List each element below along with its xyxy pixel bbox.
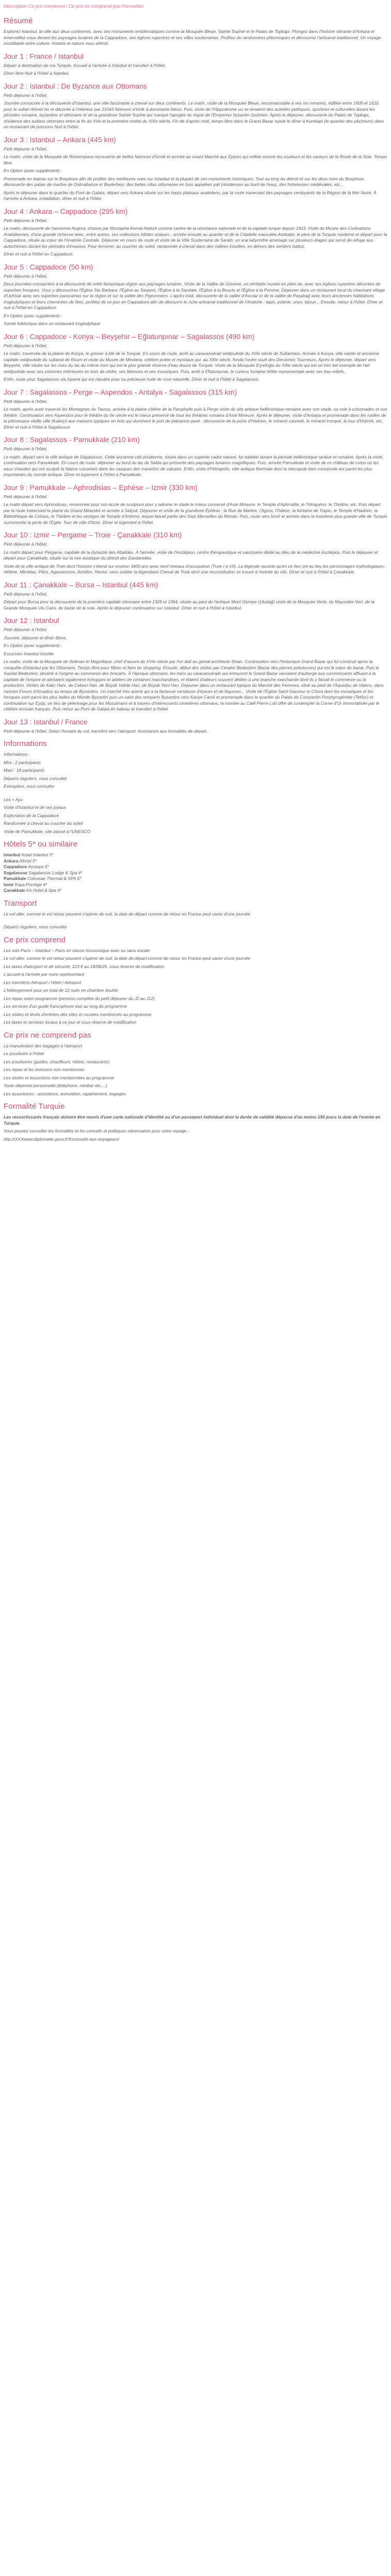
day-paragraph: Petit déjeuner à l'hôtel. [4,591,47,597]
price-includes-line: Le vol aller, comme le vol retour peuvent s'opérer de nuit, la date de départ comme de retour en France peut varier d'une journée [4,956,251,961]
day-paragraph: En Option (avec supplément) : [4,313,62,318]
top-tabs-bar[interactable]: Description Ce prix comprend / Ce prix ne comprend pas Formalités [4,4,144,9]
day-paragraph: Petit déjeuner à l'hôtel. [4,446,47,451]
resume-section [4,16,387,47]
day-paragraph: Le matin, après avoir traversé les Montagnes du Taurus, arrivée à la plaine côtière de la Pamphylie puis à Perge visite du site antique hellénistique-romaine avec son stade, sa voie à colonnades et son théâtre. Continuation vers Aspendos pour le théâtre du IIe siècle est le mieux préservé de tous les théâtres romains d'Asie Mineure. Après le déjeuner, visite d'Antalya et promenade dans les ruelles de la pittoresque vieille ville (Kaleiçi) aux maisons typiques en bois qui dominent le port de plaisance pavé ; découverte de la porte d'Hadrien, le minaret cannelé, le minaret tronqué, la tour d'Hıdırlık, etc. Dîner et nuit à l'hôtel à Sagalassos [4,406,387,430]
price-excludes-line: Les pourboires (guides, chauffeurs, hôtels, restaurants) [4,1059,110,1064]
transport-title: Transport [4,899,37,908]
informations-line: Départs réguliers, nous consulter [4,775,67,781]
day-paragraph: Petit déjeuner à l'hôtel. [4,541,47,547]
hotel-item [4,858,387,865]
informations-line: Exploration de la Cappadoce [4,812,59,818]
hotel-name: Sagalassos Lodge & Spa 4* [28,870,83,875]
price-excludes-line: Les assurances : assistance, annulation, rapatriement, bagages [4,1091,126,1096]
hotel-name: Avrasya 5* [28,864,49,869]
hotels-title: Hôtels 5* ou similaire [4,840,78,849]
price-includes-line: Les taxes d'aéroport et de sécurité, 223 € au 18/06/25, sous réserve de modification [4,963,165,969]
hotel-item [4,888,387,894]
price-excludes-line: Les visites et excursions non mentionnées au programme [4,1075,115,1080]
transport-line: Le vol aller, comme le vol retour peuvent s'opérer de nuit, la date de départ comme de retour en France peut varier d'une journée [4,911,251,917]
day-title: Jour 1 : France / Istanbul [4,52,84,60]
day-title: Jour 2 : Istanbul : De Byzance aux Ottomans [4,81,147,90]
hotel-city: Ankara [4,858,19,863]
day-section [4,483,387,526]
formalities-title: Formalité Turquie [4,1102,65,1111]
price-includes-line: L'hébergement pour un total de 12 nuits en chambre double [4,988,118,993]
informations-line: Visite de Pamukkale, site classé à l'UNESCO [4,828,91,834]
formalities-list [4,1128,387,1142]
price-excludes-list [4,1043,387,1097]
hotel-item [4,852,387,858]
informations-line [4,792,387,795]
day-paragraph: Petit déjeuner à l'hôtel. [4,92,47,98]
hotel-city: Izmir [4,882,14,887]
day-paragraph: Petit déjeuner à l'hôtel. [4,146,47,151]
day-paragraph: Le matin, visite de la Mosquée de Soliman le Magnifique, chef d'œuvre du XVIe siècle par l'on doit au génial architecte Sinan. Continuation vers l'historique Grand Bazar qui fut construit après la conquête d'Istanbul par les Ottomans. Temps libre pour flâner et faire du shopping. Ensuite, début des visites par Cevahir Bedesteni (Bazar des pierres précieuses) qui est le cœur du bazar. Puis le Sandal Bedesteni, destiné à l'origine au commerce des brocarts. À l'époque ottomane, les hans ou caravansérails qui entourent le Grand Bazar servaient d'auberge aux commerçants affluant à la capitale de l'empire et abritaient également échoppes et ateliers de certaines marchandises, et étaient d'ailleurs souvent dédiés à une branche marchande dont ils y faisait le commerce ou la production. Visites de Kalcı Hanı, de Cebeci Han, de Büyük Valide Han, de Büyük Yeni Han. Déjeuner dans un restaurant typique du Marché des Femmes, situé au pied de l'Aqueduc de Valens, dans l'ancien Forum d'Arcadius au temps de Byzantins. Un marché très animé qui a la fameuse vendeuse d'épices et de légumes... Visite de l'Église Saint-Sauveur in Chora dont les mosaïques et les fresques sont parmi les plus belles du Monde Byzantin puis un saint des remparts Byzantins vers Kariye Camii et promenade dans le quartier du Palais de Constantin Porphyrogénète (Tekfur) et continuation sur Eyüp, un lieu de pèlerinage pour les Musulmans et à travers d'intéressants cimetières ottomans, la montée au Café Pierre Loti offre de contempler la Corne d'Or immortalisée par le célèbre écrivain français. Puis retour au Pont de Galata en bateau et transfert à l'hôtel [4,659,384,711]
price-includes-line: Les taxes et services locaux à ce jour et sous réserve de modification [4,1020,137,1025]
hotel-name: Anjali Istanbul 5* [21,852,54,857]
price-includes-line: Les vols Paris – Istanbul – Paris en classe économique avec ou sans escale [4,947,150,953]
hotel-item [4,864,387,870]
formalities-line: http:XXXXwww.diplomatie.gouv.fr/fr/conseils-aux-voyageurs/ [4,1136,120,1142]
price-excludes-line: Les repas et les boissons non mentionnés [4,1067,85,1072]
hotel-city: Çanakkale [4,888,25,893]
day-section [4,135,387,202]
informations-line: Les + Ayu [4,796,23,802]
day-section [4,332,387,383]
day-paragraph: Le matin, découverte de l'ancienne Angora, choisie par Mustapha Kemal Atatürk comme centre de la résistance nationale et de la capitale turque depuis 1923. Visite du Musée des Civilisations Anatoliennes, d'une grande richesse avec, entre autres, ses collections hittites uniques ; arrivée ensuite au quartier et de la Citadelle mausolée Anitkabir, le père de la Turquie moderne et départ pour la Cappadoce, située au cœur de l'Anatolie Centrale. Déjeuner en cours de route et visite de la Ville Souterraine de Saratlı, un vrai labyrinthe aménagé sur plusieurs étages qui servit de refuge aux autochtones durant les périodes d'invasion. Pour terminer, au coucher du soleil, randonnée à cheval dans des vallées insolites, en dehors des sentiers battus. [4,226,387,249]
day-paragraph: Petit déjeuner à l'hôtel. [4,398,47,404]
informations-line: Maxi : 18 participants [4,768,45,773]
price-excludes-section [4,1031,387,1097]
hotel-item [4,876,387,882]
day-title: Jour 8 : Sagalassos - Pamukkale (210 km) [4,435,140,444]
day-paragraph: Le matin, traversée de la plaine de Konya, le grenier à blé de la Turquie. En cours de route, arrêt au caravansérail seldjoukide du XIIIe siècle de Sultanhanı. Arrivée à Konya, ville sainte et ancienne capitale seldjoukide du sultanat de Roum et visite du Musée de Mevlana, célèbre poète et mystique qui, au XIIIe siècle, fonda l'ordre soufi des Derviches Tourneurs. Après le déjeuner, départ vers Beyşehir, ville située sur les rives du lac du même nom qui est le plus grande réserve d'eau douce de Turquie. Visite de la Mosquée Eşrefoğlu du XIIIe siècle qui est un très bel exemple de l'art seldjoukide avec ses colonnes intérieures en bois de cèdre, ses faïences et ses mosaïques. Puis, arrêt à Eflatunpınar, le curieux fontaine hittite monumentale avec ses bas-reliefs. [4,351,380,374]
day-paragraph: Petit déjeuner à l'hôtel. [4,217,47,223]
hotel-name: Kaya Prestige 4* [14,882,47,887]
day-paragraph: Petit déjeuner à l'hôtel. Selon l'horaire du vol, transfert vers l'aéroport. Assistance aux formalités de départ. [4,728,208,734]
day-paragraph: En Option (avec supplément) : [4,643,62,648]
price-includes-line: Les repas selon programme (pension complète du petit déjeuner du J2 au J12) [4,995,155,1001]
informations-line: Informations : [4,752,30,757]
price-excludes-line: La manutention des bagages à l'aéroport [4,1043,82,1048]
transport-line [4,919,387,922]
price-excludes-line: Le pourboire à l'hôtel [4,1051,44,1056]
day-paragraph: Petit déjeuner à l'hôtel. [4,343,47,348]
formalities-id-note: Les ressortissants français doivent être munis d'une carte nationale d'identité ou d'un passeport individuel dont la durée de validité dépasse d'au moins 150 jours la date de l'entrée en Turquie. [4,1114,381,1126]
day-section [4,207,387,258]
day-paragraph: Le matin départ pour Pergame, capitale de la dynastie des Attalides. À l'arrivée, visite de l'Asclépion, centre thérapeutique et sanctuaire dédié au dieu de la médecine Asclépios. Puis le déjeuner et départ pour Çanakkale, située sur la rive asiatique du détroit des Dardanelles. [4,549,378,561]
day-paragraph: Petit déjeuner à l'hôtel. [4,627,47,632]
day-paragraph: Enfin, route pour Sagalassos via Isparta qui est réputée pour sa précieuse huile de rose naturelle. Dîner et nuit à l'hôtel à Sagalassos [4,377,258,382]
day-paragraph: Le matin départ vers Aphrodisias, renommée pour son école de sculpture pour y admirer le stade le mieux conservé d'Asie Mineure, le Temple d'Aphrodite, le Tétrapylon, le Théâtre, etc. Puis départ par la route traversant la plaine du Grand Méandre et arrivée à Selçuk. Déjeuner et visite de la grandiose Éphèse : la Rue de Marbre, l'Agora, l'Odéon, la fontaine de Trajan, le Temple d'Hadrien, la Bibliothèque de Celsius, le Théâtre et les vestiges de Temple d'Artémis, lequel faisait partie des Sept Merveilles du Monde. Puis, route vers Izmir et arrivée dans la troisième plus grande ville de Turquie surnommée la perle de l'Égée. Tour de ville d'Izmir. Dîner et logement à l'hôtel. [4,502,387,525]
hotel-name: Colossae Thermal & SPA 5* [27,876,82,881]
hotel-city: Sagalassos [4,870,28,875]
day-title: Jour 4 : Ankara – Cappadoce (295 km) [4,207,128,215]
day-paragraph: Dîner et nuit à l'hôtel en Cappadoce. [4,251,74,257]
price-includes-line: L'accueil à l'arrivée par notre représentant [4,972,84,977]
transport-section [4,899,387,930]
day-title: Jour 5 : Cappadoce (50 km) [4,262,93,271]
day-title: Jour 6 : Cappadoce - Konya – Beyşehir – Eğlatunpınar – Sagalassos (490 km) [4,332,255,341]
transport-line: Départs réguliers, nous consulter [4,924,67,929]
page [0,0,391,1142]
day-paragraph: Visite de la ville antique de Troie dont l'histoire s'étend sur environ 3400 ans avec neuf niveaux d'occupation (Troie I à VII). La légende raconte qu'en ce lieu ont eu lieu les personnages mythologiques: Hélène, Ménélas, Pâris, Agamemnon, Achilles, Hector, sans oublier la légendaire Cheval de Troie dont une reconstitution se trouve à l'entrée du site. Dîner et nuit à l'hôtel à Çanakkale. [4,563,385,574]
day-paragraph: Deux journées consacrées à la découverte de cette fantastique région aux paysages lunaires. Visite de la Vallée de Göreme, un véritable musée en plein air, avec ses églises rupestres décorées de superbes fresques. Vous y découvrirez l'Église Ste Barbara, l'Église au Serpent, l'Église à la Sandale, l'Église à la Boucle et l'Église à la Pomme. Déjeuner dans un restaurant local du charmant village d'Uçhisar avec ses superbes panoramas sur la région et sur la vallée des Pigeonniers. L'après-midi, découverte de la vallée d'Avcılar et de la vallée de Paşabağ avec leurs anciennes habitations troglodytiques et leurs cheminées de fées, profitez de ce jour en Cappadoce afin de découvrir le riche artisanat traditionnel de l'Anatolie : tapis, poterie, onyx, bijoux... Ensuite, retour à l'hôtel. Dîner et nuit à l'hôtel en Cappadoce. [4,281,385,310]
day-section [4,52,387,77]
day-title: Jour 9 : Pamukkale – Aphrodisias – Ephèse – Izmir (330 km) [4,483,198,492]
transport-list [4,911,387,930]
day-section [4,82,387,130]
day-title: Jour 3 : Istanbul – Ankara (445 km) [4,135,116,144]
day-title: Jour 13 : Istanbul / France [4,717,88,726]
day-section [4,435,387,478]
day-section [4,263,387,327]
price-includes-line: Les transferts Aéroport / Hôtel / Aéroport [4,979,82,985]
day-section [4,581,387,612]
price-includes-section [4,936,387,1026]
informations-title: Informations [4,739,47,748]
day-paragraph: Départ pour Bursa pour la découverte de la première capitale ottomane entre 1326 et 1364, située au pied de l'antique Mont Olympe (Uludağ) visite de la Mosquée Verte, du Mausolée Vert, de la Grande Mosquée Ulu Cami, du bazar de la soie. Après le déjeuner continuation sur Istanbul. Dîner et nuit à l'hôtel à Istanbul. [4,599,374,611]
day-paragraph: Après le déjeuner dans le quartier du Pont de Galata, départ vers Ankara située sur les hauts plateaux anatoliens, par la route traversant des paysages verdoyants de la Région de la Mer Noire. À l'arrivée à Ankara, installation, dîner et nuit à l'hôtel. [4,190,377,201]
resume-text: Explorez Istanbul, la ville aux deux continents, avec ses monuments emblématiques comme la Mosquée Bleue, Sainte Sophie et le Palais de Topkapi. Plongez dans l'histoire vibrante d'Ankara et émerveillez-vous devant les paysages lunaires de la Cappadoce, ses églises rupestres et ses villes souterraines. Profitez de randonnées pittoresques et découvrez l'artisanat traditionnel. Un voyage inoubliable entre culture, histoire et nature vous attend. [4,29,381,46]
day-title: Jour 7 : Sagalassos - Perge – Aspendos - Antalya - Sagalassos (315 km) [4,387,237,396]
day-paragraph: Le matin, visite de la Mosquée de Rüstempasa recouverte de belles faïences d'Izmik et arrivée au vivant Marché aux Épices qui reflète encore les couleurs et les saveurs de la Route de la Soie. Temps libre. [4,154,387,165]
day-paragraph: Dîner libre Nuit à l'hôtel à Istanbul. [4,71,70,76]
hotel-item [4,870,387,876]
hotel-name: Altınel 5* [19,858,37,863]
day-paragraph: Soirée folklorique dans un restaurant troglodytique [4,321,101,326]
hotel-city: Pamukkale [4,876,26,881]
price-includes-line: Les visites et droits d'entrées des sites et musées mentionnés au programme [4,1011,152,1017]
informations-line: Randonnée à cheval au coucher du soleil [4,821,83,826]
hotel-city: Cappadoce [4,864,27,869]
formalities-section [4,1102,387,1142]
day-title: Jour 11 : Çanakkale – Bursa – Istanbul (445 km) [4,580,158,589]
itinerary [4,52,387,735]
hotels-list [4,852,387,894]
day-paragraph: Départ à destination de ma Turquie. Accueil à l'arrivée à Istanbul et transfert à l'hôtel. [4,62,166,68]
price-excludes-title: Ce prix ne comprend pas [4,1030,91,1040]
price-excludes-line: Toute dépense personnelle (téléphone, minibar etc....) [4,1083,107,1088]
day-paragraph: En Option (avec supplément) : [4,168,62,173]
formalities-line: Vous pouvez consulter les formalités et les conseils et politiques nécessaires pour votre voyage : [4,1128,189,1133]
day-paragraph: Promenade en bateau sur le Bosphore afin de profiter des meilleures vues sur Istanbul et la plupart de ses monuments historiques. Tout au long du détroit et sur les deux rives du Bosphore, découverte des palais de marbre de Dolmabahce et Beylerbeyi, des belles villas ottomanes en bois appelées yali (résidences au bord de l'eau), des forteresses médiévales, etc... [4,176,365,187]
day-paragraph: Excursion Istanbul Insolite [4,651,54,656]
day-paragraph: Journée consacrée à la découverte d'Istanbul, une ville fascinante à cheval sur deux continents. Le matin, visite de la Mosquée Bleue, reconnaissable à ses six minarets, édifiée entre 1609 et 1616 pour le sultan Ahmet Ier et décorée à l'intérieur par 21043 faïences d'Iznik à dominante bleue. Puis, visite de l'Hippodrome où se tenaient des activités politiques, sportives et culturelles durant les périodes romaine, byzantine et ottomane et de la grandiose Sainte Sophie qui marque l'apogée du règne de l'Empereur byzantin Justinien. Après le déjeuner, découverte du Palais de Topkapi, résidence des sultans ottomans entre la fin du XVe et la première moitié du XIXe siècle. Fin de d'après-midi, temps libre dans le Grand Bazar suivie le dîner à Kumkapi (le quartier des pêcheurs) dans un restaurant de poissons Nuit à l'hôtel. [4,100,384,129]
resume-title: Résumé [4,16,33,25]
day-title: Jour 12 : Istanbul [4,616,59,624]
day-section [4,531,387,575]
day-section [4,616,387,713]
day-title: Jour 10 : Izmir – Pergame – Troie - Çanakkale (310 km) [4,531,182,539]
informations-line: Exemption, nous consulter [4,784,55,789]
informations-list [4,752,387,835]
hotel-name: Iris Hotel & Spa 4* [26,888,62,893]
hotel-item [4,882,387,888]
hotel-city: Istanbul [4,852,21,857]
day-paragraph: Journée, déjeuner et dîner libres. [4,635,67,640]
informations-line: Visite d'Istanbul et de ses joyaux [4,805,67,810]
price-includes-list [4,948,387,1026]
informations-line: Mini : 2 participants [4,759,41,765]
hotels-section [4,840,387,894]
day-paragraph: Petit déjeuner à l'hôtel. [4,273,47,279]
price-includes-title: Ce prix comprend [4,935,66,944]
day-section [4,718,387,735]
price-includes-line: Les services d'un guide francophone tout au long du programme [4,1004,127,1009]
informations-section [4,739,387,835]
day-section [4,388,387,431]
day-paragraph: Le matin, départ vers la ville antique de Sagalassos. Cette ancienne cité pisidienne, située dans un superbe cadre naturel, fut habitée durant la période hellénistique tardive et romaine. Après la visite, continuation vers Pamukkale. En cours de route, déjeuner au bord du lac de Salda qui présente des paysages lunaires magnifiques. Puis, arrivée Pamukkale et visite de ce château de coton où les eaux chaudes qui ont sculpté la falaise ruisselant dans les vasques des travertins de calcaire. Enfin, visite d'Hiérapolis, ville antique thermale dont la nécropole bien conservée est parmi les plus importantes du monde antique. Dîner et logement à l'hôtel à Pamukkale. [4,454,384,477]
day-paragraph: Petit déjeuner à l'hôtel. [4,494,47,499]
